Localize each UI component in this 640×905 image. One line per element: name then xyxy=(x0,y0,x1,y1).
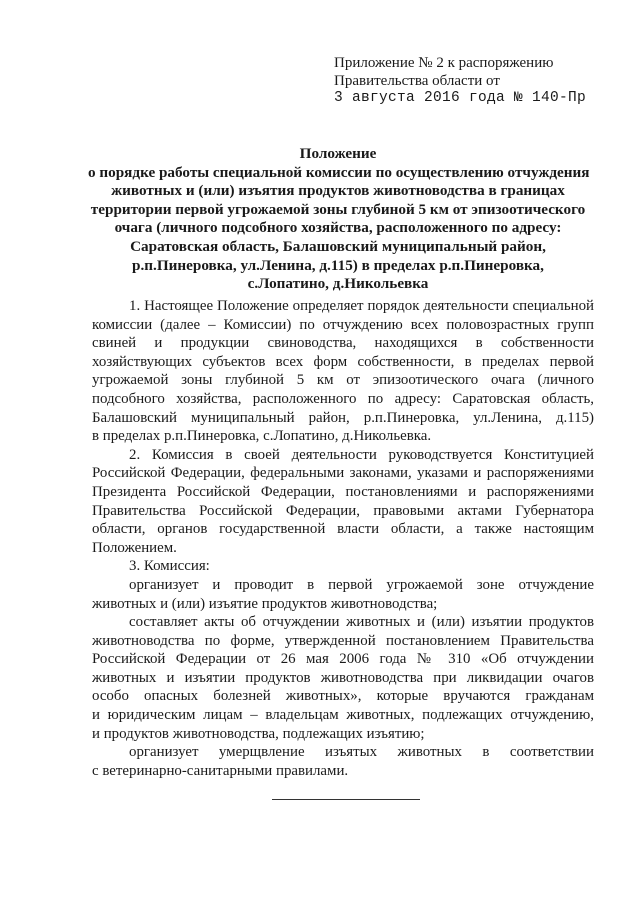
paragraph-1-line: хозяйствующих субъектов всех форм собственности, в пределах первой xyxy=(92,353,594,370)
paragraph-2-line: Российской Федерации, федеральными законами, указами и распоряжениями xyxy=(92,465,594,482)
paragraph-3-item-1-line: животных и (или) изъятие продуктов животноводства; xyxy=(92,595,438,612)
paragraph-3-item-2-line: животноводства по форме, утвержденной постановлением Правительства xyxy=(92,632,594,649)
paragraph-2-line: Положением. xyxy=(92,539,177,556)
paragraph-3-item-2-line: составляет акты об отчуждении животных и (или) изъятии продуктов xyxy=(129,614,594,631)
end-separator-line xyxy=(272,799,420,800)
document-body xyxy=(92,297,594,780)
paragraph-3-item-3-line: организует умерщвление изъятых животных в соответствии xyxy=(129,744,594,761)
appendix-note xyxy=(334,55,624,108)
paragraph-3-item-3-line: с ветеринарно-санитарными правилами. xyxy=(92,762,349,779)
paragraph-3-item-2-line: особо опасных болезней животных», которые вручаются гражданам xyxy=(92,688,594,705)
paragraph-2-line: Президента Российской Федерации, постановлениями и распоряжениями xyxy=(92,483,594,500)
paragraph-3-item-1-line: организует и проводит в первой угрожаемой зоне отчуждение xyxy=(129,576,594,593)
paragraph-2-line: 2. Комиссия в своей деятельности руководствуется Конституцией xyxy=(129,446,594,463)
appendix-line-1: Приложение № 2 к распоряжению xyxy=(334,55,554,71)
paragraph-3-item-2-line: и юридическим лицам – владельцам животных, подлежащих отчуждению, xyxy=(92,707,594,724)
paragraph-1-line: свиней и продукции свиноводства, находящихся в собственности xyxy=(92,335,594,352)
document-title xyxy=(88,145,588,294)
paragraph-1-line: комиссии (далее – Комиссии) по отчуждению всех половозрастных групп xyxy=(92,316,594,333)
title-heading: Положение xyxy=(299,145,377,162)
paragraph-1-line: в пределах р.п.Пинеровка, с.Лопатино, д.Никольевка. xyxy=(92,428,432,445)
appendix-line-2: Правительства области от xyxy=(334,72,500,89)
title-line: р.п.Пинеровка, ул.Ленина, д.115) в пределах р.п.Пинеровка, xyxy=(132,256,544,274)
paragraph-3-item-2-line: животных и изъятии продуктов животноводства при ликвидации очагов xyxy=(92,669,594,686)
paragraph-3-heading: 3. Комиссия: xyxy=(129,558,210,575)
paragraph-2-line: Правительства Российской Федерации, правовыми актами Губернатора xyxy=(92,502,594,519)
title-line: о порядке работы специальной комиссии по осуществлению отчуждения xyxy=(88,163,590,181)
paragraph-1-line: подсобного хозяйства, расположенного по адресу: Саратовская область, xyxy=(92,390,594,407)
title-line: Саратовская область, Балашовский муниципальный район, xyxy=(130,237,546,255)
appendix-date-line: 3 августа 2016 года № 140-Пр xyxy=(334,90,587,106)
title-line: территории первой угрожаемой зоны глубиной 5 км от эпизоотического xyxy=(90,200,586,218)
paragraph-3-item-2-line: и продуктов животноводства, подлежащих изъятию; xyxy=(92,725,425,742)
title-line: с.Лопатино, д.Никольевка xyxy=(247,275,429,293)
paragraph-3-item-2-line: Российской Федерации от 26 мая 2006 года № 310 «Об отчуждении xyxy=(92,651,594,668)
title-line: животных и (или) изъятия продуктов животноводства в границах xyxy=(111,182,565,200)
paragraph-1-line: 1. Настоящее Положение определяет порядок деятельности специальной xyxy=(129,298,594,314)
title-line: очага (личного подсобного хозяйства, расположенного по адресу: xyxy=(114,219,562,237)
paragraph-1-line: угрожаемой зоны глубиной 5 км от эпизоотического очага (личного xyxy=(92,372,594,389)
paragraph-1-line: Балашовский муниципальный район, р.п.Пинеровка, ул.Ленина, д.115) xyxy=(92,409,594,426)
paragraph-2-line: области, органов государственной власти области, а также настоящим xyxy=(92,521,594,538)
